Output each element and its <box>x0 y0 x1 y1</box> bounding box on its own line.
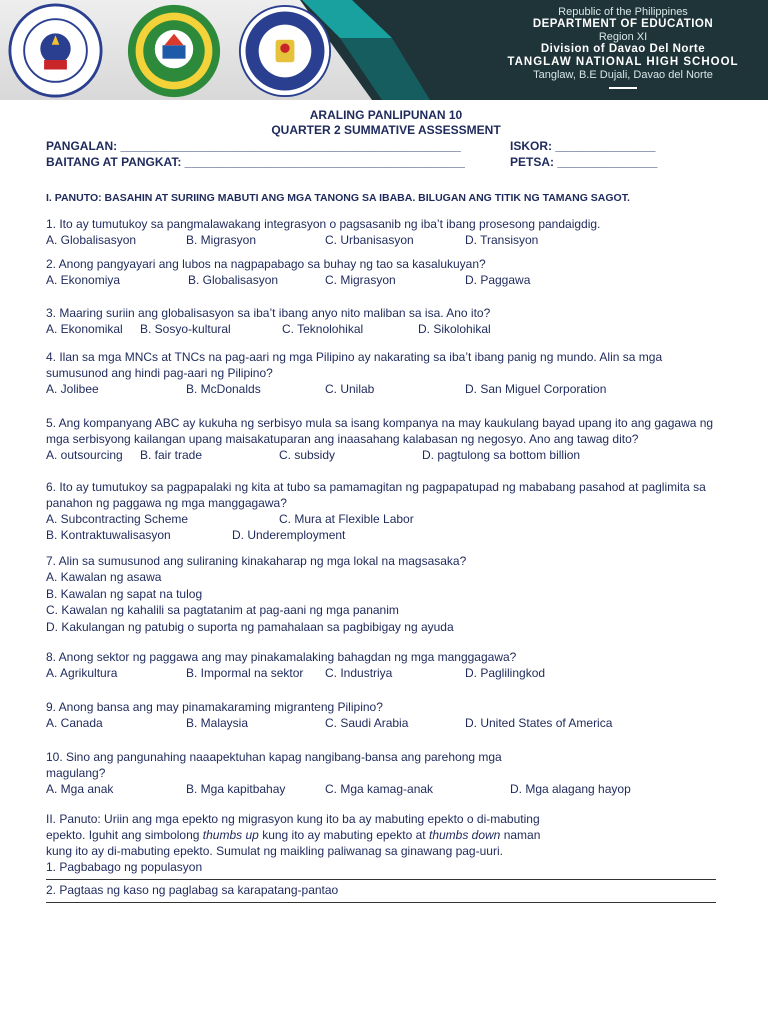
option-a[interactable]: A. Ekonomiya <box>46 273 121 287</box>
document-body <box>46 108 726 905</box>
option-d[interactable]: D. Sikolohikal <box>418 322 491 336</box>
thumbs-down-text: thumbs down <box>428 828 501 842</box>
question-5 <box>46 415 726 463</box>
option-c[interactable]: C. Urbanisasyon <box>325 233 414 247</box>
option-d[interactable]: D. pagtulong sa bottom billion <box>422 448 581 462</box>
option-b[interactable]: B. Globalisasyon <box>188 273 279 287</box>
question-stem: 5. Ang kompanyang ABC ay kukuha ng serbisyo mula sa isang kompanya na may kaukulang bayad upang ito ang gagawa ng mga serbisyong kailangan upang maisakatuparan ang inaasahang kalabasan ng negosyo. Ano ang tawag dito? <box>46 416 714 446</box>
option-a[interactable]: A. Kawalan ng asawa <box>46 570 162 584</box>
option-c[interactable]: C. Saudi Arabia <box>325 716 409 730</box>
question-10 <box>46 749 726 797</box>
score-field[interactable]: ISKOR: _______________ <box>510 139 656 153</box>
question-stem: 3. Maaring suriin ang globalisasyon sa iba’t ibang anyo nito maliban sa isa. Ano ito? <box>46 306 491 320</box>
option-c[interactable]: C. Unilab <box>325 382 375 396</box>
date-field[interactable]: PETSA: _______________ <box>510 155 658 169</box>
header-divider <box>609 87 637 89</box>
deped-seal-logo <box>8 3 103 98</box>
address-text: Tanglaw, B.E Dujali, Davao del Norte <box>533 69 713 81</box>
part2-item-1: 1. Pagbabago ng populasyon <box>46 860 203 874</box>
option-c[interactable]: C. subsidy <box>279 448 336 462</box>
school-name-text: TANGLAW NATIONAL HIGH SCHOOL <box>507 56 739 68</box>
division-seal-logo <box>126 3 222 99</box>
part2-lead: II. Panuto: Uriin ang mga epekto ng migrasyon kung ito ba ay mabuting epekto o di-mabuting epekto. Iguhit ang simbolong <box>46 812 540 842</box>
republic-text: Republic of the Philippines <box>558 6 688 18</box>
header-text-block <box>478 6 768 89</box>
question-6 <box>46 479 726 543</box>
question-stem: 4. Ilan sa mga MNCs at TNCs na pag-aari ng mga Pilipino ay nakarating sa iba’t ibang panig ng mundo. Alin sa mga sumusunod ang hindi pag-aari ng Pilipino? <box>46 350 663 380</box>
option-b[interactable]: B. McDonalds <box>186 382 261 396</box>
option-b[interactable]: B. Malaysia <box>186 716 249 730</box>
option-b[interactable]: B. Sosyo-kultural <box>140 322 231 336</box>
question-1 <box>46 216 726 248</box>
part2-tail: naman kung ito ay di-mabuting epekto. Sumulat ng maikling paliwanag sa ginawang pag-uuri. <box>46 828 541 858</box>
part1-directions: I. PANUTO: BASAHIN AT SURIING MABUTI ANG MGA TANONG SA IBABA. BILUGAN ANG TITIK NG TAMANG SAGOT. <box>46 192 630 204</box>
option-a[interactable]: A. outsourcing <box>46 448 123 462</box>
division-text: Division of Davao Del Norte <box>540 43 706 55</box>
question-9 <box>46 699 726 731</box>
answer-line[interactable] <box>46 875 716 880</box>
option-d[interactable]: D. San Miguel Corporation <box>465 382 607 396</box>
options-row <box>46 527 726 543</box>
question-8 <box>46 649 726 681</box>
option-d[interactable]: D. Underemployment <box>232 528 346 542</box>
document-title: ARALING PANLIPUNAN 10 <box>309 108 463 122</box>
option-c[interactable]: C. Kawalan ng kahalili sa pagtatanim at pag-aani ng mga pananim <box>46 603 399 617</box>
option-b[interactable]: B. Kawalan ng sapat na tulog <box>46 586 203 601</box>
question-stem: 6. Ito ay tumutukoy sa pagpapalaki ng kita at tubo sa pamamagitan ng pagpapatupad ng mababang pasahod at paglimita sa panahon ng paggawa ng mga manggagawa? <box>46 480 706 510</box>
question-2 <box>46 256 726 288</box>
question-stem: 8. Anong sektor ng paggawa ang may pinakamalaking bahagdan ng mga manggagawa? <box>46 650 517 664</box>
region-text: Region XI <box>598 31 648 43</box>
option-a[interactable]: A. Agrikultura <box>46 666 118 680</box>
document-subtitle: QUARTER 2 SUMMATIVE ASSESSMENT <box>271 123 501 137</box>
option-a[interactable]: A. Jolibee <box>46 382 99 396</box>
option-d[interactable]: D. Transisyon <box>465 233 539 247</box>
option-d[interactable]: D. Paggawa <box>465 273 531 287</box>
school-seal-logo <box>238 4 332 98</box>
options-row <box>46 715 726 731</box>
name-score-row <box>46 138 726 154</box>
option-b[interactable]: B. fair trade <box>140 448 203 462</box>
option-d[interactable]: D. Paglilingkod <box>465 666 546 680</box>
option-a[interactable]: A. Ekonomikal <box>46 322 123 336</box>
question-7 <box>46 553 726 635</box>
option-b[interactable]: B. Mga kapitbahay <box>186 782 286 796</box>
options-row <box>46 232 726 248</box>
question-stem: 9. Anong bansa ang may pinamakaraming migranteng Pilipino? <box>46 700 383 714</box>
option-a[interactable]: A. Subcontracting Scheme <box>46 512 189 526</box>
option-a[interactable]: A. Canada <box>46 716 103 730</box>
option-c[interactable]: C. Industriya <box>325 666 393 680</box>
option-c[interactable]: C. Migrasyon <box>325 273 396 287</box>
question-stem: 10. Sino ang pangunahing naaapektuhan kapag nangibang-bansa ang parehong mga magulang? <box>46 750 502 780</box>
header-banner <box>0 0 768 100</box>
grade-section-field[interactable]: BAITANG AT PANGKAT: __________________________________________ <box>46 155 465 169</box>
department-text: DEPARTMENT OF EDUCATION <box>532 18 714 30</box>
name-field[interactable]: PANGALAN: ___________________________________________________ <box>46 139 461 153</box>
part2-item-2: 2. Pagtaas ng kaso ng paglabag sa karapatang-pantao <box>46 883 339 897</box>
thumbs-up-text: thumbs up <box>202 828 259 842</box>
options-row <box>46 321 726 337</box>
option-d[interactable]: D. United States of America <box>465 716 613 730</box>
question-4 <box>46 349 726 397</box>
option-a[interactable]: A. Globalisasyon <box>46 233 137 247</box>
question-stem: 2. Anong pangyayari ang lubos na nagpapabago sa buhay ng tao sa kasalukuyan? <box>46 257 486 271</box>
option-c[interactable]: C. Mga kamag-anak <box>325 782 434 796</box>
option-b[interactable]: B. Migrasyon <box>186 233 257 247</box>
options-row <box>46 381 726 397</box>
option-d[interactable]: D. Kakulangan ng patubig o suporta ng pamahalaan sa pagbibigay ng ayuda <box>46 619 454 634</box>
option-d[interactable]: D. Mga alagang hayop <box>510 782 631 796</box>
option-b[interactable]: B. Kontraktuwalisasyon <box>46 528 171 542</box>
options-row <box>46 447 726 463</box>
options-row <box>46 511 726 527</box>
grade-date-row <box>46 154 726 170</box>
options-stack <box>46 569 726 635</box>
option-c[interactable]: C. Mura at Flexible Labor <box>279 512 414 526</box>
question-3 <box>46 305 726 337</box>
part2-directions <box>46 811 566 859</box>
option-b[interactable]: B. Impormal na sektor <box>186 666 304 680</box>
option-a[interactable]: A. Mga anak <box>46 782 114 796</box>
options-row <box>46 665 726 681</box>
options-row <box>46 781 726 797</box>
answer-line[interactable] <box>46 898 716 903</box>
question-stem: 1. Ito ay tumutukoy sa pangmalawakang integrasyon o pagsasanib ng iba’t ibang prosesong pandaigdig. <box>46 217 601 231</box>
part2-mid: kung ito ay mabuting epekto at <box>262 828 426 842</box>
question-stem: 7. Alin sa sumusunod ang suliraning kinakaharap ng mga lokal na magsasaka? <box>46 554 467 568</box>
option-c[interactable]: C. Teknolohikal <box>282 322 364 336</box>
options-row <box>46 272 726 288</box>
